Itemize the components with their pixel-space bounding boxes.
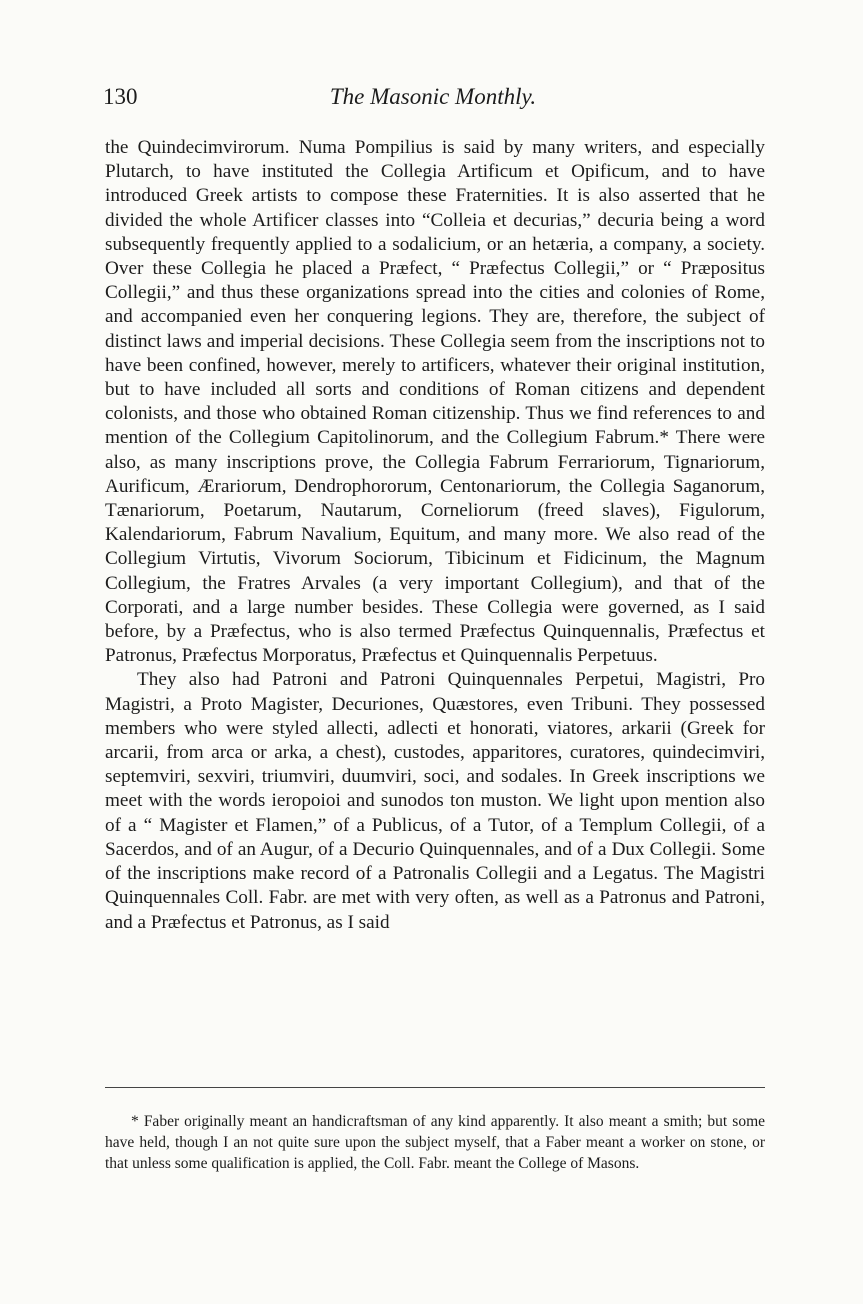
running-title: The Masonic Monthly.	[329, 84, 537, 109]
footnote-rule	[105, 1087, 765, 1088]
paragraph-2: They also had Patroni and Patroni Quinquennales Perpetui, Magistri, Pro Magistri, a Proto Magister, Decuriones, Quæstores, even Tribuni. They possessed members who were styled allecti, adlecti et honorati, viatores, arkarii (Greek for arcarii, from arca or arka, a chest), custodes, apparitores, curatores, quindecimviri, septemviri, sexviri, triumviri, duumviri, soci, and sodales. In Greek inscriptions we meet with the words ieropoioi and sunodos ton muston. We light upon mention also of a “ Magister et Flamen,” of a Publicus, of a Tutor, of a Templum Collegii, of a Sacerdos, and of an Augur, of a Decurio Quinquennales, and of a Dux Collegii. Some of the inscriptions make record of a Patronalis Collegii and a Legatus. The Magistri Quinquennales Coll. Fabr. are met with very often, as well as a Patronus and Patroni, and a Præfectus et Patronus, as I said	[105, 669, 765, 933]
body-text	[105, 136, 765, 935]
page-number: 130	[103, 84, 138, 109]
paragraph-1: the Quindecimvirorum. Numa Pompilius is said by many writers, and especially Plutarch, to have instituted the Collegia Artificum et Opificum, and to have introduced Greek artists to compose these Fraternities. It is also asserted that he divided the whole Artificer classes into “Colleia et decurias,” decuria being a word subsequently frequently applied to a sodalicium, or an hetæria, a company, a society. Over these Collegia he placed a Præfect, “ Præfectus Collegii,” or “ Præpositus Collegii,” and thus these organizations spread into the cities and colonies of Rome, and accompanied even her conquering legions. They are, therefore, the subject of distinct laws and imperial decisions. These Collegia seem from the inscriptions not to have been confined, however, merely to artificers, whatever their original institution, but to have included all sorts and conditions of Roman citizens and dependent colonists, and those who obtained Roman citizenship. Thus we find references to and mention of the Collegium Capitolinorum, and the Collegium Fabrum.* There were also, as many inscriptions prove, the Collegia Fabrum Ferrariorum, Tignariorum, Aurificum, Ærariorum, Dendrophororum, Centonariorum, the Collegia Saganorum, Tænariorum, Poetarum, Nautarum, Corneliorum (freed slaves), Figulorum, Kalendariorum, Fabrum Navalium, Equitum, and many more. We also read of the Collegium Virtutis, Vivorum Sociorum, Tibicinum et Fidicinum, the Magnum Collegium, the Fratres Arvales (a very important Collegium), and that of the Corporati, and a large number besides. These Collegia were governed, as I said before, by a Præfectus, who is also termed Præfectus Quinquennalis, Præfectus et Patronus, Præfectus Morporatus, Præfectus et Quinquennalis Perpetuus.	[105, 137, 765, 667]
page-header	[103, 84, 763, 116]
footnote: * Faber originally meant an handicraftsman of any kind apparently. It also meant a smith; but some have held, though I an not quite sure upon the subject myself, that a Faber meant a worker on stone, or that unless some qualification is applied, the Coll. Fabr. meant the College of Masons.	[105, 1112, 765, 1172]
